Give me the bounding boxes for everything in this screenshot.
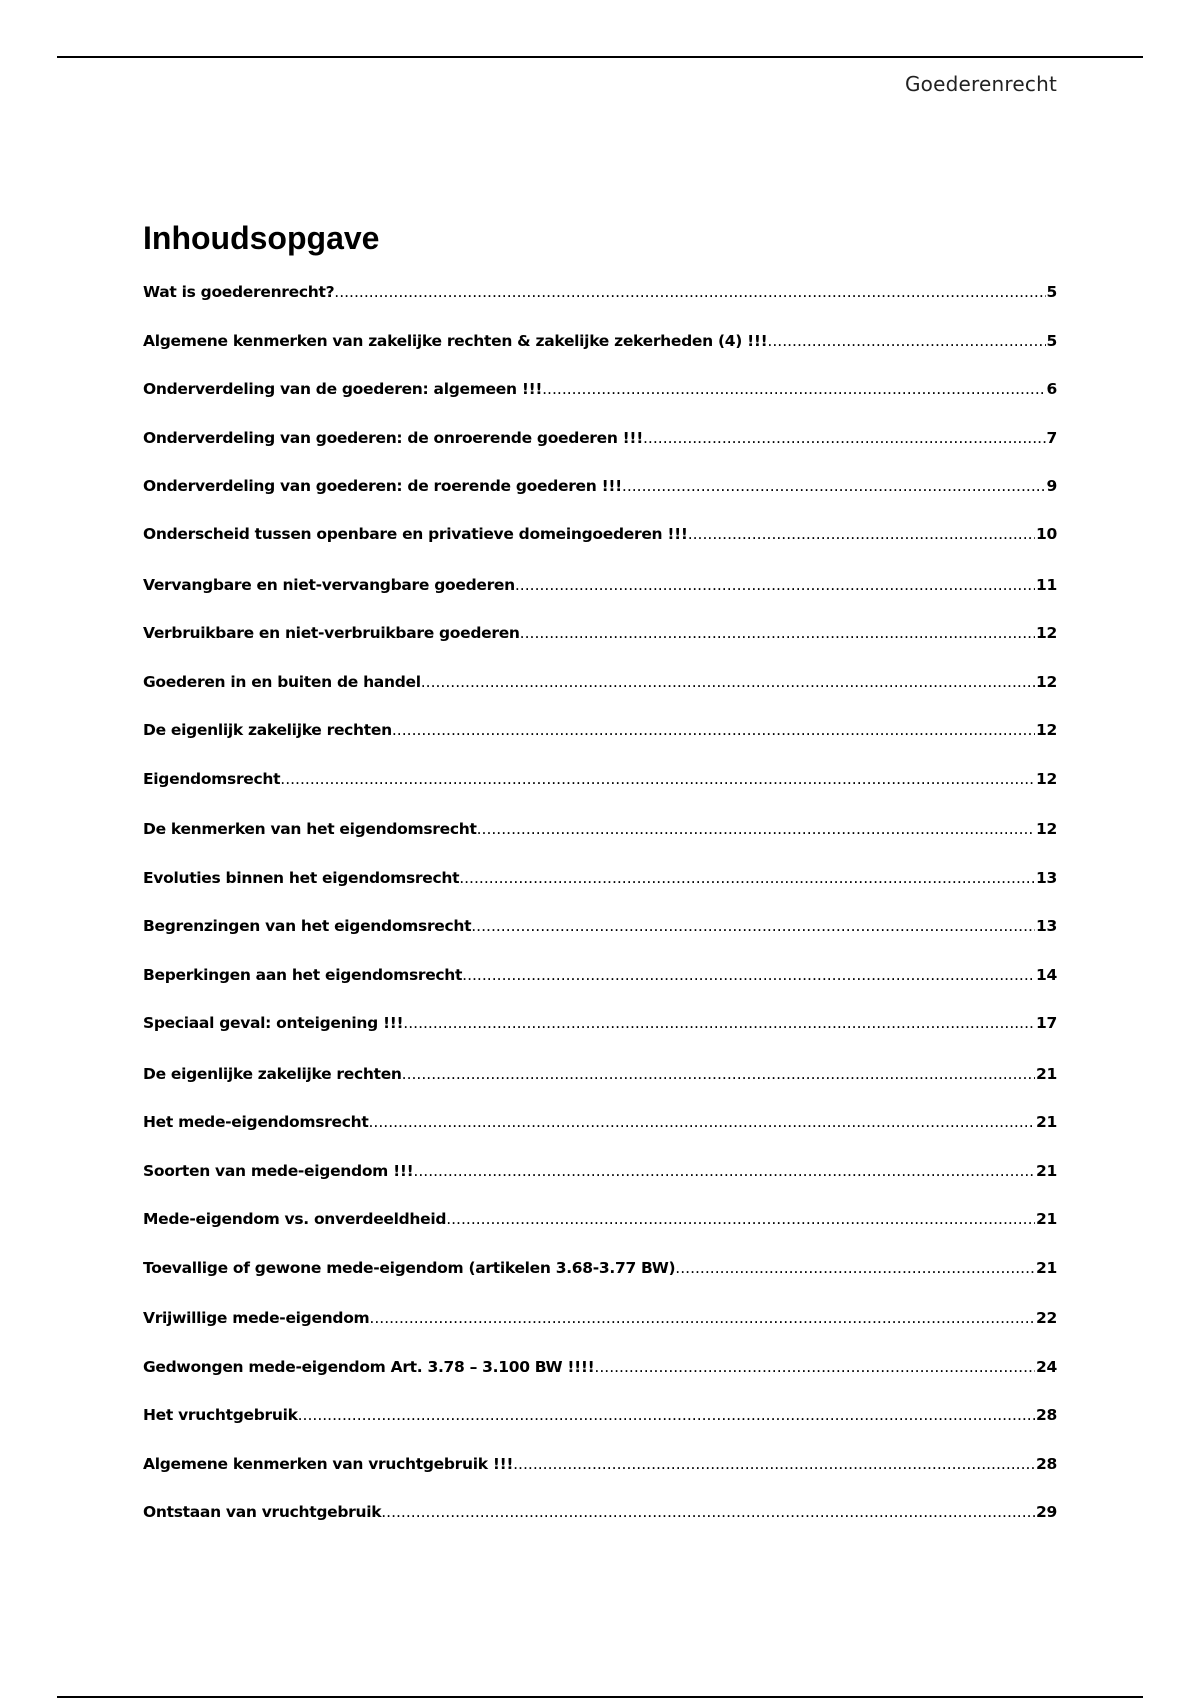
toc-page-number: 17 [1036,1014,1057,1032]
toc-entry[interactable] [143,474,1057,498]
toc-entry-title: Vrijwillige mede-eigendom [143,1309,370,1327]
toc-entry[interactable] [143,1452,1057,1476]
toc-entry[interactable] [143,963,1057,987]
running-header-title: Goederenrecht [904,72,1057,96]
toc-entry-title: Toevallige of gewone mede-eigendom (artikelen 3.68-3.77 BW) [143,1259,676,1277]
toc-page-number: 13 [1036,917,1057,935]
toc-entry-title: Soorten van mede-eigendom !!! [143,1162,414,1180]
toc-entry[interactable] [143,1062,1057,1086]
toc-entry[interactable] [143,1403,1057,1427]
toc-entry[interactable] [143,866,1057,890]
toc-dot-leader [767,329,1045,353]
toc-entry-title: Gedwongen mede-eigendom Art. 3.78 – 3.100 BW !!!! [143,1358,595,1376]
toc-dot-leader [643,426,1046,450]
toc-page-number: 24 [1036,1358,1057,1376]
toc-dot-leader [520,621,1035,645]
toc-page-number: 13 [1036,869,1057,887]
toc-title: Inhoudsopgave [143,220,380,256]
toc-entry-title: Wat is goederenrecht? [143,283,335,301]
toc-dot-leader [675,1256,1035,1280]
toc-dot-leader [369,1306,1035,1330]
toc-dot-leader [403,1011,1035,1035]
toc-entry-title: De eigenlijk zakelijke rechten [143,721,392,739]
toc-entry-title: De kenmerken van het eigendomsrecht [143,820,477,838]
toc-page-number: 28 [1036,1455,1057,1473]
toc-entry[interactable] [143,914,1057,938]
toc-page-number: 21 [1036,1162,1057,1180]
toc-entry-title: Onderscheid tussen openbare en privatieve domeingoederen !!! [143,525,688,543]
toc-entry-title: Het mede-eigendomsrecht [143,1113,369,1131]
toc-entry-title: Speciaal geval: onteigening !!! [143,1014,404,1032]
toc-entry-title: Onderverdeling van goederen: de onroerende goederen !!! [143,429,643,447]
toc-entry[interactable] [143,573,1057,597]
toc-page-number: 10 [1036,525,1057,543]
toc-dot-leader [542,377,1045,401]
toc-dot-leader [471,914,1035,938]
toc-entry-title: Evoluties binnen het eigendomsrecht [143,869,460,887]
toc-dot-leader [368,1110,1035,1134]
toc-entry-title: Ontstaan van vruchtgebruik [143,1503,382,1521]
toc-dot-leader [477,817,1035,841]
toc-page-number: 6 [1046,380,1057,398]
toc-entry-title: Eigendomsrecht [143,770,281,788]
toc-entry-title: Begrenzingen van het eigendomsrecht [143,917,472,935]
toc-dot-leader [515,573,1035,597]
toc-page-number: 21 [1036,1113,1057,1131]
toc-page-number: 12 [1036,673,1057,691]
toc-entry[interactable] [143,1159,1057,1183]
toc-dot-leader [622,474,1046,498]
toc-page-number: 28 [1036,1406,1057,1424]
toc-page-number: 12 [1036,721,1057,739]
toc-dot-leader [413,1159,1035,1183]
toc-dot-leader [298,1403,1035,1427]
toc-page-number: 14 [1036,966,1057,984]
toc-entry-title: Mede-eigendom vs. onverdeeldheid [143,1210,447,1228]
toc-entry-title: Onderverdeling van goederen: de roerende goederen !!! [143,477,622,495]
toc-dot-leader [334,280,1045,304]
toc-page-number: 29 [1036,1503,1057,1521]
toc-entry[interactable] [143,522,1057,546]
toc-dot-leader [688,522,1035,546]
toc-page-number: 21 [1036,1210,1057,1228]
toc-entry[interactable] [143,817,1057,841]
toc-entry[interactable] [143,1011,1057,1035]
toc-entry[interactable] [143,280,1057,304]
toc-entry[interactable] [143,767,1057,791]
toc-dot-leader [446,1207,1035,1231]
toc-page-number: 22 [1036,1309,1057,1327]
toc-page-number: 21 [1036,1065,1057,1083]
toc-page-number: 5 [1046,283,1057,301]
toc-entry[interactable] [143,329,1057,353]
toc-entry-title: Algemene kenmerken van vruchtgebruik !!! [143,1455,514,1473]
toc-page-number: 11 [1036,576,1057,594]
toc-entry-title: Onderverdeling van de goederen: algemeen !!! [143,380,543,398]
toc-dot-leader [280,767,1035,791]
header-rule [57,56,1143,58]
toc-page-number: 12 [1036,820,1057,838]
toc-dot-leader [462,963,1035,987]
toc-page-number: 9 [1046,477,1057,495]
toc-page-number: 5 [1046,332,1057,350]
toc-page-number: 12 [1036,770,1057,788]
toc-entry[interactable] [143,1355,1057,1379]
toc-dot-leader [459,866,1035,890]
toc-page-number: 7 [1046,429,1057,447]
toc-entry[interactable] [143,1207,1057,1231]
toc-entry[interactable] [143,1256,1057,1280]
toc-entry-title: Algemene kenmerken van zakelijke rechten & zakelijke zekerheden (4) !!! [143,332,768,350]
toc-entry[interactable] [143,1110,1057,1134]
toc-entry-title: Vervangbare en niet-vervangbare goederen [143,576,515,594]
toc-entry[interactable] [143,621,1057,645]
toc-dot-leader [421,670,1035,694]
toc-entry[interactable] [143,718,1057,742]
toc-entry[interactable] [143,1500,1057,1524]
toc-page-number: 12 [1036,624,1057,642]
toc-entry-title: Beperkingen aan het eigendomsrecht [143,966,463,984]
toc-dot-leader [594,1355,1035,1379]
toc-entry[interactable] [143,1306,1057,1330]
footer-rule [57,1696,1143,1698]
toc-dot-leader [513,1452,1035,1476]
toc-entry[interactable] [143,670,1057,694]
toc-dot-leader [381,1500,1035,1524]
toc-entry-title: Verbruikbare en niet-verbruikbare goederen [143,624,520,642]
toc-entry-title: Goederen in en buiten de handel [143,673,421,691]
toc-dot-leader [392,718,1035,742]
toc-entry[interactable] [143,426,1057,450]
toc-entry-title: De eigenlijke zakelijke rechten [143,1065,402,1083]
toc-dot-leader [402,1062,1035,1086]
toc-page-number: 21 [1036,1259,1057,1277]
toc-entry[interactable] [143,377,1057,401]
toc-entry-title: Het vruchtgebruik [143,1406,298,1424]
